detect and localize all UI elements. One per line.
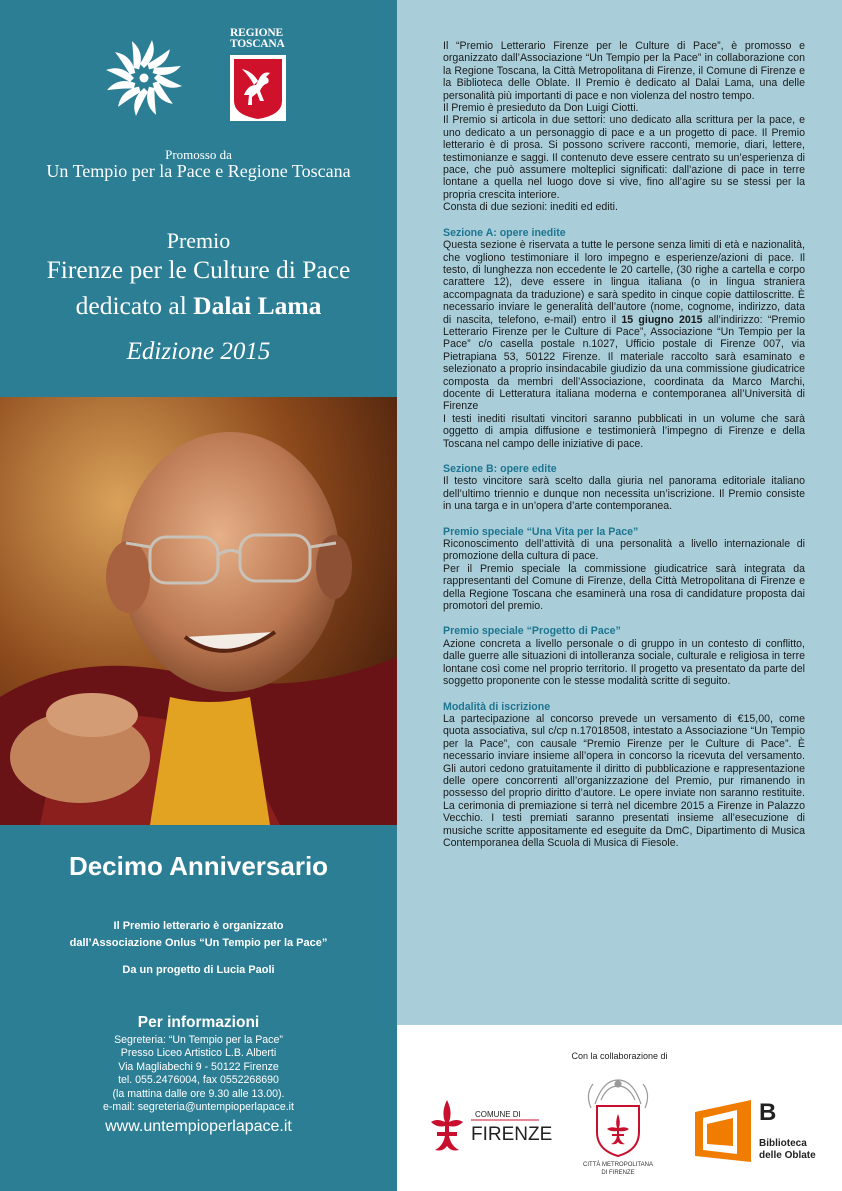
intro-paragraph: Consta di due sezioni: inediti ed editi. (443, 201, 618, 214)
citta-metropolitana-logo (583, 1074, 653, 1178)
info-heading: Per informazioni (137, 1014, 260, 1031)
organizer-line2: dall’Associazione Onlus “Un Tempio per la Pace” (69, 937, 328, 949)
comune-firenze-logo (427, 1092, 557, 1162)
edition-label: Edizione 2015 (126, 338, 271, 365)
special-life-paragraph: Riconoscimento dell’attività di una personalità a livello internazionale di promozione della cultura di pace. (443, 538, 805, 563)
section-a-paragraph (443, 239, 805, 413)
regione-toscana-logo (230, 28, 292, 121)
metro-line1: CITTÀ METROPOLITANA (583, 1162, 653, 1168)
metro-line2: DI FIRENZE (601, 1170, 635, 1176)
section-b-paragraph: Il testo vincitore sarà scelto dalla giuria nel panorama editoriale italiano dell’ultimo triennio e dunque non necessita un’iscrizione. Il Premio consiste in una targa e in un’opera d’arte contemporanea. (443, 475, 805, 513)
intro-paragraph: Il “Premio Letterario Firenze per le Culture di Pace”, è promosso e organizzato dall’Associazione “Un Tempio per la Pace” in collaborazione con la Regione Toscana, la Città Metropolitana di Firenze, il Comune di Firenze e la Biblioteca delle Oblate. Il Premio è dedicato al Dalai Lama, una delle personalità più importanti di pace e non violenza del nostro tempo. (443, 40, 805, 102)
dalai-lama-portrait (0, 397, 397, 825)
section-b-heading: Sezione B: opere edite (443, 463, 557, 475)
left-panel (0, 0, 397, 1191)
info-line: (la mattina dalle ore 9.30 alle 13.00). (112, 1087, 285, 1100)
organizer-text (0, 918, 397, 952)
special-project-paragraph: Azione concreta a livello personale o di gruppo in un contesto di conflitto, dalle guerre alle situazioni di intolleranza sociale, culturale e religiosa in terre lontane così come nel proprio territorio. Il progetto va presentato da parte del soggetto proponente con le stesse modalità scritte di seguito. (443, 637, 805, 688)
deadline-date: 15 giugno 2015 (621, 313, 703, 326)
biblioteca-oblate-logo (693, 1096, 823, 1166)
special-life-heading: Premio speciale “Una Vita per la Pace” (443, 525, 639, 538)
title-dedicated (0, 291, 397, 321)
oblate-line1: Biblioteca (759, 1138, 807, 1149)
organizer-line1: Il Premio letterario è organizzato (113, 920, 284, 932)
dedicated-name: Dalai Lama (193, 291, 322, 320)
section-a-heading: Sezione A: opere inedite (443, 226, 566, 239)
section-a-text: Questa sezione è riservata a tutte le persone senza limiti di età e nazionalità, che vogliono testimoniare il loro impegno e esperienze/azioni di pace. Il testo, di lunghezza non eccedente le 20 cartelle, (30 righe a cartella e corpo carattere 12), deve essere in lingua italiana (o in lingua straniera accompagnata da traduzione) e sarà spedito in cinque copie dattiloscritte. È necessario inviare le generalità dell’autore (nome, cognome, indirizzo, data di nascita, telefono, e-mail) entro il (443, 239, 805, 326)
intro-paragraph: Il Premio è presieduto da Don Luigi Ciotti. (443, 102, 639, 115)
special-life-paragraph-2: Per il Premio speciale la commissione giudicatrice sarà integrata da rappresentanti del Comune di Firenze, della Città Metropolitana di Firenze e della Regione Toscana che esaminerà una rosa di candidature proposta dai promotori del premio. (443, 562, 805, 613)
registration-heading: Modalità di iscrizione (443, 700, 551, 713)
title-name: Firenze per le Culture di Pace (46, 255, 351, 284)
oblate-letter: B (759, 1099, 777, 1126)
regione-line2: TOSCANA (230, 38, 285, 50)
promosso-label: Promosso da (165, 147, 232, 162)
info-line: Via Magliabechi 9 - 50122 Firenze (118, 1060, 279, 1073)
dedicated-prefix: dedicato al (75, 291, 194, 320)
oblate-line2: delle Oblate (759, 1150, 816, 1161)
pegasus-flag-icon (230, 55, 286, 121)
regulation-text (443, 40, 805, 849)
info-line: Segreteria: “Un Tempio per la Pace” (114, 1034, 283, 1046)
project-credit: Da un progetto di Lucia Paoli (122, 964, 275, 976)
registration-paragraph: La partecipazione al concorso prevede un versamento di €15,00, come quota associativa, sul c/cp n.17018508, intestato a Associazione “Un Tempio per la Pace”, con causale “Premio Firenze per le Culture di Pace”. È necessario inviare insieme all’opera in concorso la ricevuta del versamento. Gli autori cedono gratuitamente il diritto di pubblicazione e rappresentazione delle opere concorrenti all’organizzazione del Premio, pur rimanendo in possesso del proprio diritto d’autore. Le opere inviate non saranno restituite. La cerimonia di premiazione si terrà nel dicembre 2015 a Firenze in Palazzo Vecchio. I testi premiati saranno presentati insieme all’esecuzione di musiche scritte appositamente ed eseguite da DmC, Dipartimento di Musica Contemporanea della Scuola di Musica di Fiesole. (443, 712, 805, 849)
tempio-spiral-logo (104, 38, 184, 118)
title-premio: Premio (166, 228, 231, 253)
info-block (0, 1034, 397, 1114)
firenze-small-text: COMUNE DI (475, 1110, 521, 1119)
info-line: Presso Liceo Artistico L.B. Alberti (120, 1047, 277, 1060)
section-a-text-cont: all’indirizzo: “Premio Letterario Firenze per le Culture di Pace”, Associazione “Un Tempio per la Pace” c/o casella postale n.1027, Ufficio postale di Firenze 007, via Pietrapiana 53, 50122 Firenze. Il materiale raccolto sarà esaminato e selezionato a proprio insindacabile giudizio da una commissione giudicatrice composta da membri dell’Associazione, coordinata da Marco Marchi, docente di Letteratura italiana moderna e contemporanea all’Università di Firenze (443, 313, 805, 413)
collaboration-label: Con la collaborazione di (571, 1051, 668, 1061)
regione-line1: REGIONE (230, 27, 283, 39)
special-project-heading: Premio speciale “Progetto di Pace” (443, 625, 621, 638)
intro-paragraph: Il Premio si articola in due settori: uno dedicato alla scrittura per la pace, e uno dedicato a un personaggio di pace e a un progetto di pace. Il Premio letterario è di prosa. Si possono scrivere racconti, memorie, diari, lettere, testimonianze e saggi. Il contenuto deve essere centrato su un’esperienza di pace, che può assumere molteplici significati: dall’azione di pace in terre lontane a quella nel luogo dove si vive, fino all’agire su se stessi per la propria crescita interiore. (443, 114, 805, 201)
anniversary-heading: Decimo Anniversario (68, 851, 329, 881)
promoters-line: Un Tempio per la Pace e Regione Toscana (46, 161, 351, 181)
info-email[interactable]: e-mail: segreteria@untempioperlapace.it (103, 1101, 294, 1114)
website-link[interactable]: www.untempioperlapace.it (105, 1118, 292, 1135)
section-a-paragraph-2: I testi inediti risultati vincitori saranno pubblicati in un volume che sarà oggetto di ampia diffusione e testimonierà l’impegno di Firenze e della Toscana nel campo delle iniziative di pace. (443, 412, 805, 450)
firenze-big-text: FIRENZE (471, 1124, 553, 1145)
info-line: tel. 055.2476004, fax 0552268690 (118, 1074, 279, 1087)
